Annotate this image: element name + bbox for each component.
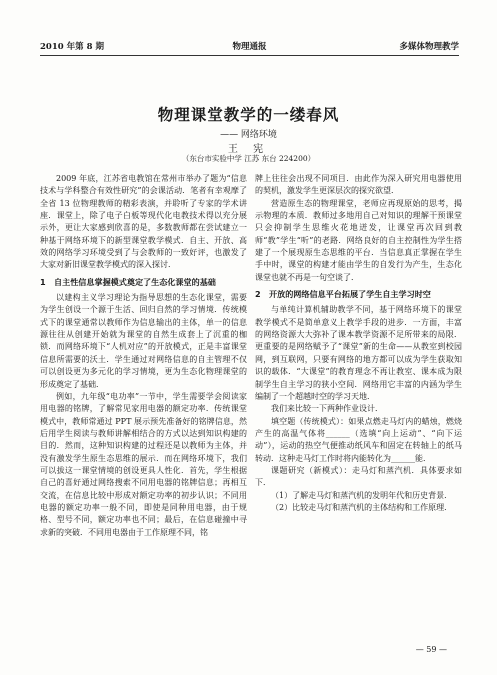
section-label: 多媒体物理教学 (399, 42, 459, 52)
right-column (255, 173, 462, 514)
section-number: 2 (255, 289, 261, 300)
running-header (40, 40, 459, 54)
list-item: （1）了解走马灯和蒸汽机的发明年代和历史背景． (271, 490, 453, 500)
intro-paragraph: 2009 年底，江苏省电教馆在常州市举办了题为“信息技术与学科整合有效性研究”的会课活动．笔者有幸观摩了全省 13 位物理教师的精彩表演，并聆听了专家的学术讲座．课堂上，除了电子白板等现代化电教技术得以充分展示外，更让大家感到欣喜的是，多数教师都在尝试建立一种基于网络环境下的新型课堂教学模式．自主、开放、高效的网络学习环境受到了与会教师的一致好评，也激发了大家对新旧课堂教学模式的深入探讨． (40, 174, 247, 270)
body-paragraph: 我们来比较一下两种作业设计． (271, 404, 383, 414)
section-title: 开放的网络信息平台拓展了学生自主学习时空 (269, 289, 431, 300)
body-paragraph: 课题研究（新模式）：走马灯和蒸汽机．具体要求如下． (255, 465, 462, 488)
article-subtitle: —— 网络环境 (220, 130, 277, 140)
issue-label: 2010 年第 8 期 (40, 42, 104, 52)
section-number: 1 (40, 276, 46, 287)
section-heading-1 (40, 276, 247, 288)
section-title: 自主性信息掌握模式奠定了生态化课堂的基础 (54, 276, 216, 287)
body-paragraph: 营造原生态的物理课堂，老师应再现原始的思考，揭示物理的本质．教师过多地用自己对知识的理解干预课堂只会抑制学生思维火花地迸发，让课堂再次回到教师“教”学生“听”的老路．网络良好的自主控制性为学生搭建了一个展现原生态思维的平台．当信息真正掌握在学生手中时，课堂的构建才能由学生的自发行为产生，生态化课堂也就不再是一句空谈了． (255, 198, 462, 282)
body-paragraph: 与单纯计算机辅助教学不同，基于网络环境下的课堂教学模式不是简单意义上教学手段的进步．一方面，丰富的网络资源大大弥补了课本教学资源不足所带来的局限．更重要的是网络赋予了“课堂”新的生命——从教室到校园网，到互联网，只要有网络的地方都可以成为学生获取知识的载体．“大课堂”的教育理念不再让教室、课本成为限制学生自主学习的狭小空间．网络用它丰富的内涵为学生编制了一个超越时空的学习天地． (255, 305, 462, 401)
body-paragraph: 例如，九年级“电功率”一节中，学生需要学会阅读家用电器的铭牌，了解常见家用电器的额定功率．传统课堂模式中，教师常通过 PPT 展示预先准备好的铭牌信息，然后用学生阅读与教师讲解相结合的方式以达到知识构建的目的．然而，这种知识构建的过程还是以教师为主体，并没有激发学生原生态思维的展示．而在网络环境下，我们可以拔这一课堂情境的创设更具人性化．首先，学生根据自己的喜好通过网络搜索不同用电器的铭牌信息；再相互交流，在信息比较中形成对额定功率的初步认识；不同用电器的额定功率一般不同，即使是同种用电器，由于规格、型号不同，额定功率也不同；最后，在信息碰撞中寻求新的突破．不同用电器由于工作原理不同，铭 (40, 391, 247, 537)
journal-name: 物理通报 (232, 42, 267, 52)
header-divider (40, 55, 459, 56)
body-paragraph: 以建构主义学习理论为指导思想的生态化课堂，需要为学生创设一个源于生活、回归自然的学习情境．传统模式下的课堂通常以教师作为信息输出的主体，单一的信息源往往从创建开始就为课堂的自然生成套上了沉重的枷锁．而网络环境下“人机对应”的开放模式，正是丰富课堂信息所需要的沃土．学生通过对网络信息的自主管理不仅可以创设更为多元化的学习情境，更为生态化物理课堂的形成奠定了基础． (40, 293, 247, 389)
section-heading-2 (255, 288, 462, 300)
author-affiliation: （东台市实验中学 江苏 东台 224200） (181, 154, 316, 163)
article-title: 物理课堂教学的一缕春风 (157, 106, 340, 124)
page-number: — 59 — (415, 645, 447, 654)
author-name: 王 宪 (227, 144, 270, 155)
body-paragraph: 填空题（传统模式）：如果点燃走马灯内的蜡烛，燃烧产生的高温气体将______（选填“向上运动”、“向下运动”），运动的热空气便推动纸风车和固定在转轴上的纸马转动．这种走马灯工作时将内能转化为______能． (255, 416, 462, 463)
body-paragraph-continued: 牌上往往会出现不同项目．由此作为深入研究用电器使用的契机，激发学生更深层次的探究欲望． (255, 174, 462, 196)
list-item: （2）比较走马灯和蒸汽机的主体结构和工作原理． (271, 502, 453, 512)
left-column (40, 173, 247, 539)
